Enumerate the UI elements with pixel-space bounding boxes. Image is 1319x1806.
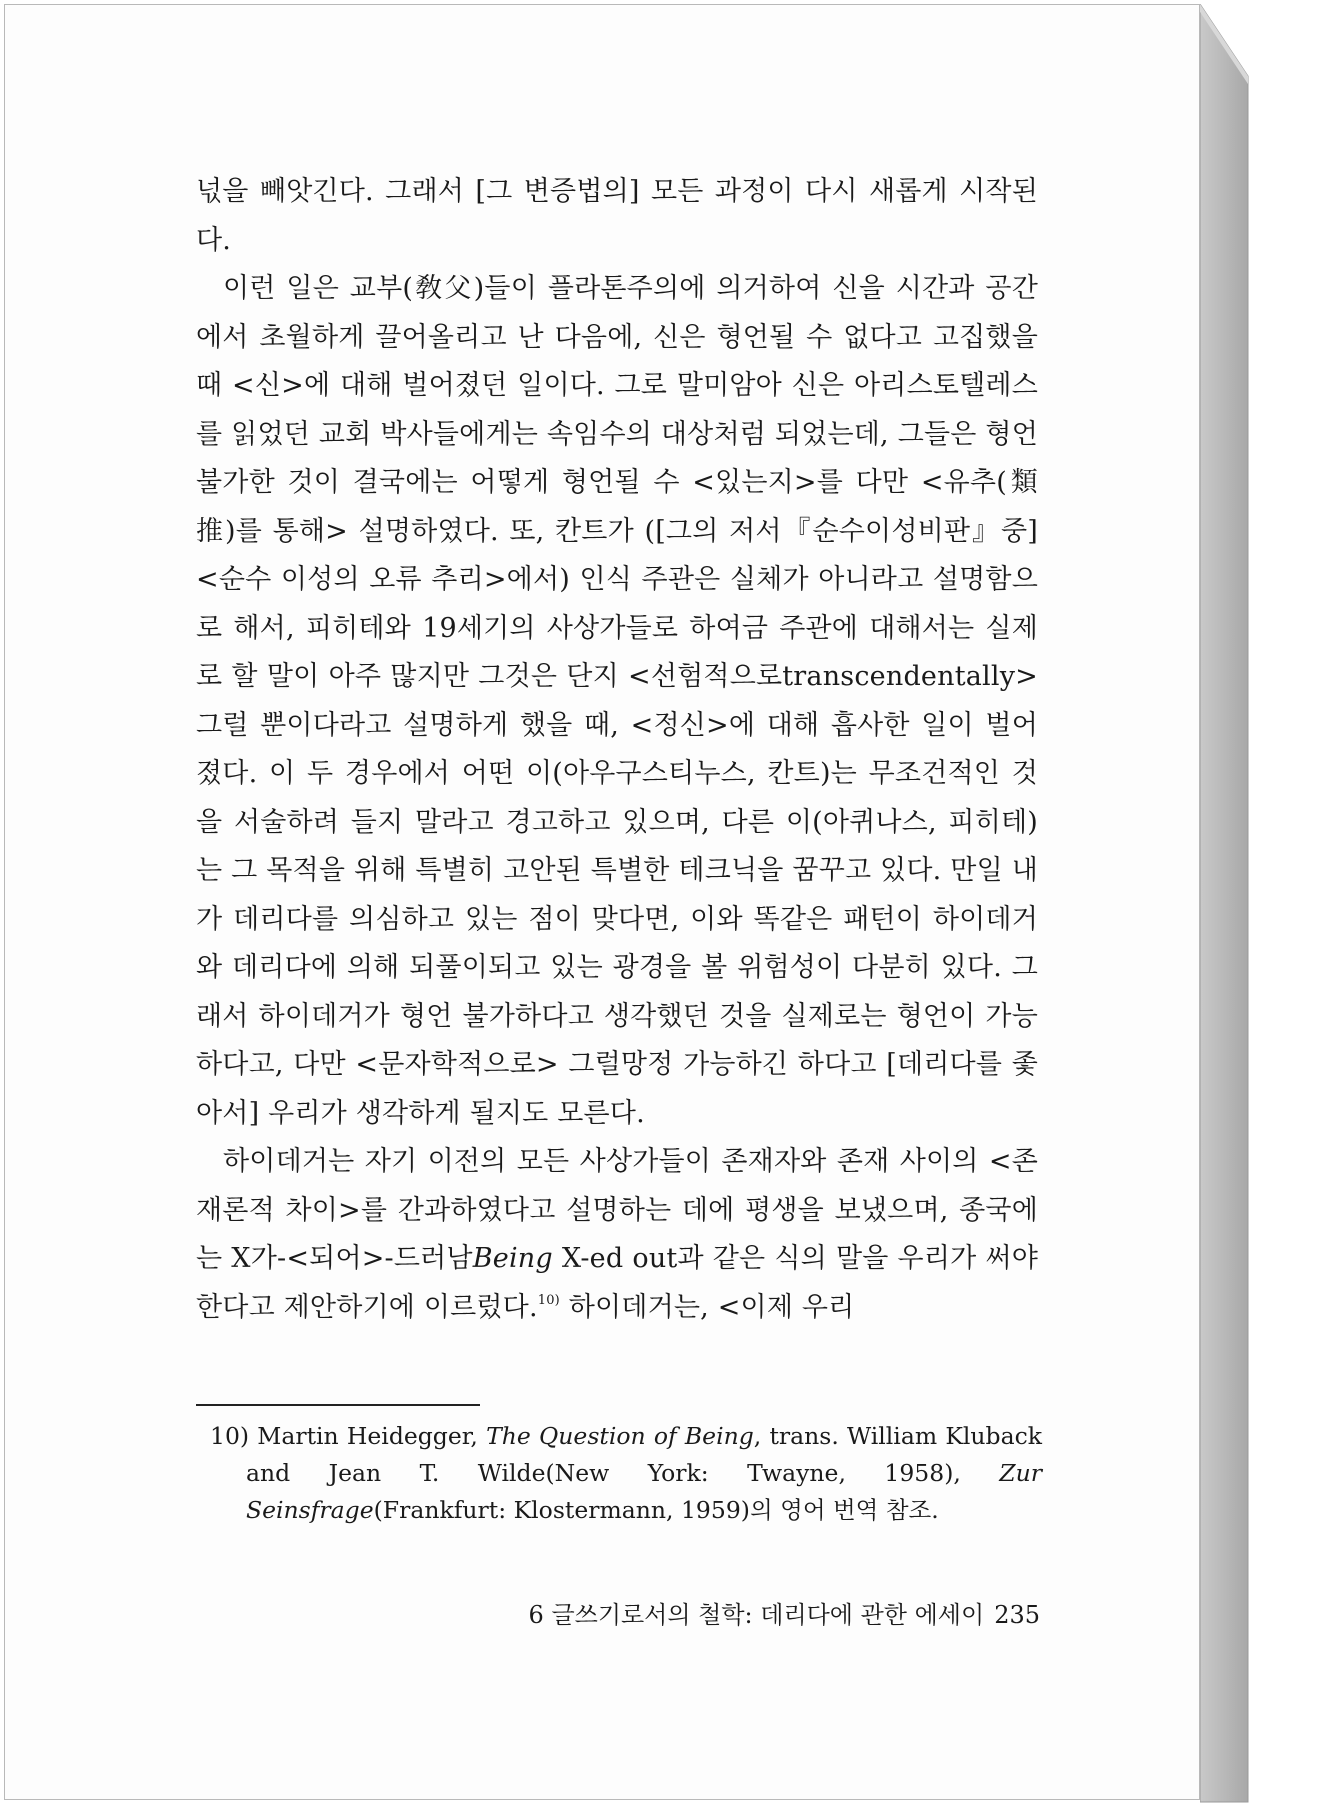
footnote-reference[interactable]: 10) (537, 1292, 560, 1308)
paragraph-3-italic: Being (472, 1243, 553, 1274)
footnote-text-a: Martin Heidegger, (249, 1422, 487, 1450)
running-title: 6 글쓰기로서의 철학: 데리다에 관한 에세이 (528, 1601, 985, 1629)
footnote-divider (196, 1404, 480, 1406)
paragraph-3-end: 하이데거는, <이제 우리 (559, 1291, 855, 1323)
main-text (196, 168, 1038, 1332)
paragraph-2: 이런 일은 교부(敎父)들이 플라톤주의에 의거하여 신을 시간과 공간에서 초월하게 끌어올리고 난 다음에, 신은 형언될 수 없다고 고집했을 때 <신>에 대해 벌어졌던 일이다. 그로 말미암아 신은 아리스토텔레스를 읽었던 교회 박사들에게는 속임수의 대상처럼 되었는데, 그들은 형언 불가한 것이 결국에는 어떻게 형언될 수 <있는지>를 다만 <유추(類推)를 통해> 설명하였다. 또, 칸트가 ([그의 저서『순수이성비판』중] <순수 이성의 오류 추리>에서) 인식 주관은 실체가 아니라고 설명함으로 해서, 피히테와 19세기의 사상가들로 하여금 주관에 대해서는 실제로 할 말이 아주 많지만 그것은 단지 <선험적으로transcendentally> 그럴 뿐이다라고 설명하게 했을 때, <정신>에 대해 흡사한 일이 벌어졌다. 이 두 경우에서 어떤 이(아우구스티누스, 칸트)는 무조건적인 것을 서술하려 들지 말라고 경고하고 있으며, 다른 이(아퀴나스, 피히테)는 그 목적을 위해 특별히 고안된 특별한 테크닉을 꿈꾸고 있다. 만일 내가 데리다를 의심하고 있는 점이 맞다면, 이와 똑같은 패턴이 하이데거와 데리다에 의해 되풀이되고 있는 광경을 볼 위험성이 다분히 있다. 그래서 하이데거가 형언 불가하다고 생각했던 것을 실제로는 형언이 가능하다고, 다만 <문자학적으로> 그럴망정 가능하긴 하다고 [데리다를 좇아서] 우리가 생각하게 될지도 모른다. (196, 273, 1038, 1129)
footnote-title-en: The Question of Being (486, 1422, 754, 1450)
paragraph-3 (196, 1138, 1038, 1332)
paragraph-3-mid: X-ed out과 같은 식의 말을 우리가 써야 한다고 제안하기에 이르렀다. (196, 1243, 1038, 1323)
page-number: 235 (994, 1601, 1040, 1629)
footnote-text-c: (Frankfurt: Klostermann, 1959)의 영어 번역 참조. (373, 1496, 939, 1524)
footnote-text-b: , trans. William Kluback and Jean T. Wilde(New York: Twayne, 1958), (246, 1422, 1042, 1487)
footnote-title-de: Zur Seinsfrage (246, 1459, 1042, 1524)
running-footer (520, 1600, 1040, 1630)
paragraph-3-start: 하이데거는 자기 이전의 모든 사상가들이 존재자와 존재 사이의 <존재론적 차이>를 간과하였다고 설명하는 데에 평생을 보냈으며, 종국에는 X가-<되어>-드러남 (196, 1146, 1038, 1274)
paragraph-continued: 넋을 빼앗긴다. 그래서 [그 변증법의] 모든 과정이 다시 새롭게 시작된다. (196, 176, 1038, 256)
footnote-10 (210, 1418, 1042, 1529)
footnote-number: 10) (210, 1422, 250, 1450)
book-edge-shape (1200, 4, 1312, 1804)
